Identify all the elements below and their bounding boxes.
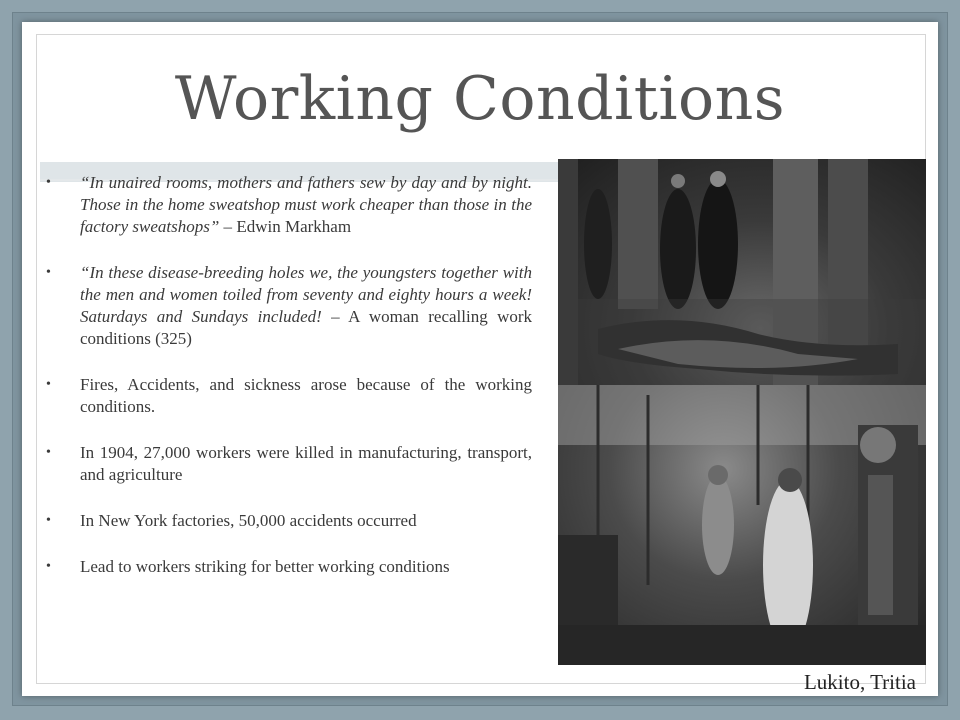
- historical-photo-icon: [558, 385, 926, 665]
- bullet-list: [46, 172, 532, 602]
- bullet-text: Lead to workers striking for better working conditions: [80, 557, 450, 576]
- bullet-item: [46, 374, 532, 418]
- bullet-dot: •: [46, 445, 51, 460]
- bullet-item: [46, 172, 532, 238]
- bullet-text: In 1904, 27,000 workers were killed in manufacturing, transport, and agriculture: [80, 443, 532, 484]
- bullet-text: Fires, Accidents, and sickness arose because of the working conditions.: [80, 375, 532, 416]
- bullet-text: In New York factories, 50,000 accidents occurred: [80, 511, 417, 530]
- bullet-attribution: A woman recalling work conditions (325): [80, 307, 533, 348]
- bullet-dot: •: [46, 513, 51, 528]
- bullet-item: [46, 556, 532, 578]
- slide-title: Working Conditions: [174, 64, 786, 134]
- bullet-dot: •: [46, 175, 51, 190]
- photo-caption: Lukito, Tritia: [803, 670, 916, 694]
- bullet-quote: “In these disease-breeding holes we, the youngsters together with the men and women toiled from seventy and eighty hours a week! Saturdays and Sundays included! –: [80, 263, 532, 326]
- factory-workers-photo: [558, 385, 926, 665]
- bullet-quote: “In unaired rooms, mothers and fathers sew by day and by night. Those in the home sweatshop must work cheaper than those in the factory sweatshops” –: [80, 173, 532, 236]
- bullet-dot: •: [46, 265, 51, 280]
- bullet-item: [46, 442, 532, 486]
- bullet-dot: •: [46, 559, 51, 574]
- bullet-attribution: Edwin Markham: [236, 217, 352, 236]
- bullet-item: [46, 262, 532, 350]
- bullet-item: [46, 510, 532, 532]
- slide: [22, 22, 938, 696]
- fire-victims-photo: [558, 159, 926, 385]
- bullet-dot: •: [46, 377, 51, 392]
- historical-photo-icon: [558, 159, 926, 385]
- slide-frame: [12, 12, 948, 706]
